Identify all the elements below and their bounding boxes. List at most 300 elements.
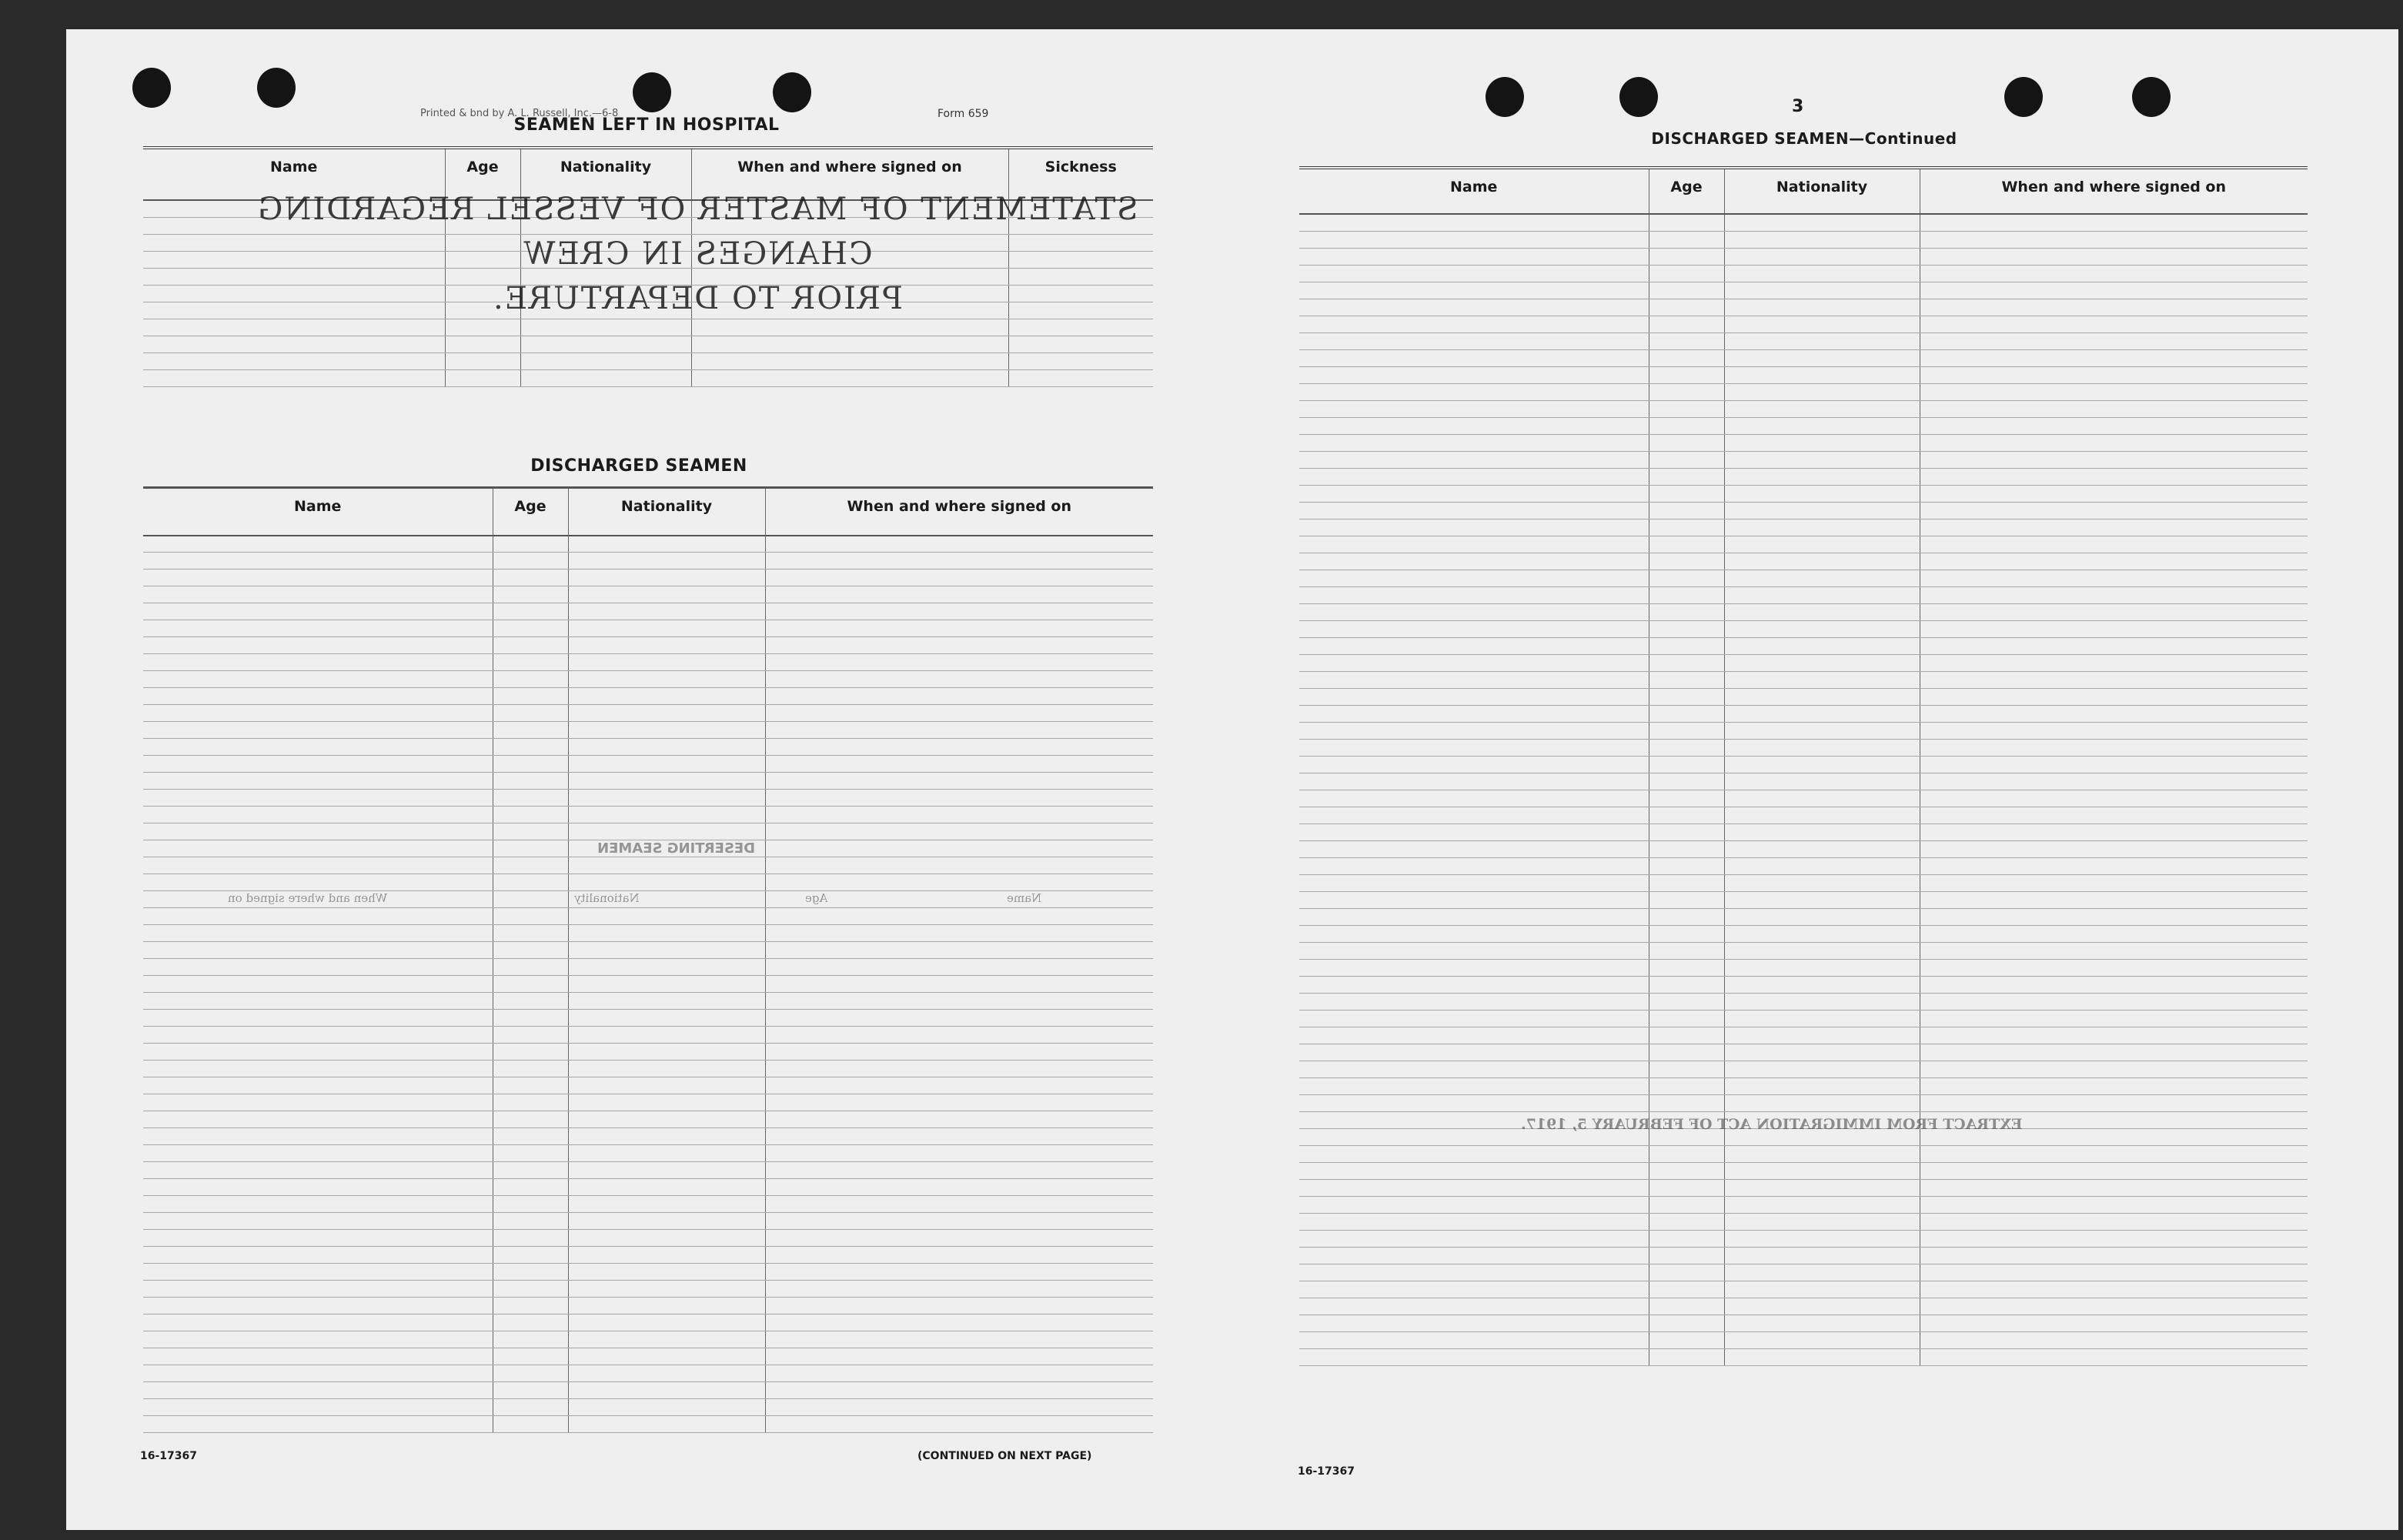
table-cell — [143, 671, 493, 688]
table-cell — [1920, 434, 2308, 451]
col-when-where-signed-on: When and where signed on — [691, 148, 1008, 200]
table-cell — [1649, 722, 1724, 739]
table-cell — [1920, 485, 2308, 502]
table-cell — [493, 1315, 568, 1331]
col-when-where-signed-on: When and where signed on — [765, 488, 1153, 536]
table-row — [143, 553, 1153, 570]
table-cell — [1920, 959, 2308, 976]
table-row — [143, 1348, 1153, 1365]
table-cell — [1299, 1179, 1649, 1196]
table-cell — [1920, 316, 2308, 332]
table-cell — [493, 1213, 568, 1230]
table-cell — [1724, 773, 1920, 790]
hospital-table — [143, 146, 1153, 387]
table-cell — [1724, 214, 1920, 231]
col-nationality: Nationality — [568, 488, 765, 536]
table-cell — [493, 1094, 568, 1111]
table-cell — [1299, 1348, 1649, 1365]
table-cell — [1299, 637, 1649, 654]
table-cell — [765, 1382, 1153, 1399]
table-cell — [1299, 468, 1649, 485]
table-cell — [1920, 637, 2308, 654]
table-row — [1299, 671, 2308, 688]
table-cell — [568, 1399, 765, 1416]
table-cell — [1299, 1247, 1649, 1264]
table-cell — [1649, 637, 1724, 654]
table-cell — [1724, 790, 1920, 807]
table-row — [1299, 383, 2308, 400]
table-cell — [1649, 451, 1724, 468]
table-cell — [568, 1077, 765, 1094]
table-cell — [493, 637, 568, 654]
table-cell — [143, 1382, 493, 1399]
table-cell — [143, 536, 493, 553]
table-cell — [1299, 519, 1649, 536]
table-cell — [1920, 942, 2308, 959]
col-name: Name — [143, 488, 493, 536]
col-when-where-signed-on: When and where signed on — [1920, 168, 2308, 214]
table-cell — [143, 773, 493, 790]
table-cell — [1649, 383, 1724, 400]
table-row — [1299, 332, 2308, 349]
table-row — [143, 1162, 1153, 1179]
table-cell — [1649, 231, 1724, 248]
table-cell — [1920, 807, 2308, 823]
table-cell — [1299, 265, 1649, 282]
table-cell — [568, 1416, 765, 1433]
table-cell — [1649, 400, 1724, 417]
table-row — [1299, 1179, 2308, 1196]
table-cell — [143, 857, 493, 874]
table-cell — [1299, 248, 1649, 265]
table-cell — [1724, 451, 1920, 468]
table-cell — [1299, 874, 1649, 891]
table-cell — [1724, 502, 1920, 519]
table-cell — [1649, 1044, 1724, 1061]
table-cell — [493, 1399, 568, 1416]
table-row — [143, 1298, 1153, 1315]
table-cell — [1299, 553, 1649, 570]
table-cell — [568, 976, 765, 993]
table-cell — [568, 790, 765, 807]
table-cell — [1649, 857, 1724, 874]
table-row — [1299, 536, 2308, 553]
table-row — [1299, 891, 2308, 908]
table-cell — [143, 1247, 493, 1264]
table-row — [1299, 942, 2308, 959]
table-cell — [765, 1247, 1153, 1264]
table-cell — [1920, 1044, 2308, 1061]
table-cell — [765, 1331, 1153, 1348]
table-cell — [1299, 332, 1649, 349]
table-cell — [1649, 874, 1724, 891]
table-cell — [1649, 1315, 1724, 1331]
form-code: 16-17367 — [1298, 1465, 1355, 1478]
table-cell — [1724, 417, 1920, 434]
table-cell — [1920, 214, 2308, 231]
table-cell — [493, 722, 568, 739]
table-cell — [1649, 1230, 1724, 1247]
table-cell — [493, 1348, 568, 1365]
table-cell — [1724, 332, 1920, 349]
table-cell — [1649, 536, 1724, 553]
table-cell — [1724, 840, 1920, 857]
table-cell — [1299, 417, 1649, 434]
table-cell — [493, 654, 568, 671]
table-row — [1299, 434, 2308, 451]
table-cell — [143, 1281, 493, 1298]
table-cell — [1649, 1162, 1724, 1179]
table-cell — [493, 891, 568, 908]
table-cell — [1649, 1094, 1724, 1111]
table-cell — [143, 1061, 493, 1077]
table-cell — [1920, 417, 2308, 434]
table-cell — [1920, 1179, 2308, 1196]
table-cell — [1649, 671, 1724, 688]
table-cell — [1299, 383, 1649, 400]
table-cell — [1649, 620, 1724, 637]
table-row — [143, 857, 1153, 874]
table-cell — [1724, 671, 1920, 688]
table-cell — [1649, 773, 1724, 790]
table-cell — [1649, 739, 1724, 756]
table-row — [143, 1044, 1153, 1061]
table-cell — [143, 705, 493, 722]
table-row — [1299, 366, 2308, 383]
table-cell — [1724, 1145, 1920, 1162]
table-cell — [493, 807, 568, 823]
table-row — [143, 1331, 1153, 1348]
table-cell — [143, 1230, 493, 1247]
table-cell — [1649, 502, 1724, 519]
table-row — [1299, 637, 2308, 654]
table-row — [1299, 1247, 2308, 1264]
table-cell — [568, 1247, 765, 1264]
table-row — [1299, 299, 2308, 316]
table-row — [143, 1416, 1153, 1433]
table-row — [143, 1315, 1153, 1331]
table-cell — [765, 1264, 1153, 1281]
table-cell — [1649, 942, 1724, 959]
table-cell — [1299, 1331, 1649, 1348]
table-cell — [1299, 400, 1649, 417]
table-row — [143, 807, 1153, 823]
table-cell — [1649, 214, 1724, 231]
table-cell — [1649, 908, 1724, 925]
table-cell — [143, 688, 493, 705]
table-cell — [568, 857, 765, 874]
table-cell — [568, 807, 765, 823]
table-cell — [1724, 1010, 1920, 1027]
table-cell — [1299, 807, 1649, 823]
table-cell — [568, 570, 765, 586]
table-cell — [493, 1010, 568, 1027]
table-cell — [493, 1281, 568, 1298]
table-cell — [1724, 316, 1920, 332]
form-code: 16-17367 — [140, 1450, 197, 1462]
table-cell — [493, 1145, 568, 1162]
hospital-section-title: SEAMEN LEFT IN HOSPITAL — [513, 115, 780, 135]
table-cell — [765, 1128, 1153, 1145]
col-nationality: Nationality — [1724, 168, 1920, 214]
table-cell — [1724, 570, 1920, 586]
table-cell — [1299, 214, 1649, 231]
table-cell — [1920, 1264, 2308, 1281]
table-cell — [493, 1128, 568, 1145]
table-cell — [1920, 1331, 2308, 1348]
table-cell — [1649, 1010, 1724, 1027]
table-cell — [1299, 299, 1649, 316]
table-cell — [1299, 790, 1649, 807]
table-cell — [1649, 1264, 1724, 1281]
table-cell — [765, 536, 1153, 553]
table-cell — [1649, 705, 1724, 722]
table-cell — [1299, 620, 1649, 637]
table-cell — [1724, 366, 1920, 383]
table-cell — [568, 1111, 765, 1128]
table-cell — [1920, 1196, 2308, 1213]
table-cell — [1299, 451, 1649, 468]
table-cell — [143, 976, 493, 993]
table-cell — [143, 874, 493, 891]
table-cell — [765, 722, 1153, 739]
table-cell — [493, 773, 568, 790]
table-cell — [765, 586, 1153, 603]
table-cell — [765, 908, 1153, 925]
table-cell — [568, 1230, 765, 1247]
table-cell — [765, 993, 1153, 1010]
table-cell — [765, 874, 1153, 891]
table-row — [1299, 1315, 2308, 1331]
table-cell — [143, 654, 493, 671]
table-cell — [765, 1027, 1153, 1044]
continued-note: (CONTINUED ON NEXT PAGE) — [917, 1450, 1092, 1462]
table-cell — [143, 603, 493, 620]
table-row — [143, 722, 1153, 739]
left-page — [66, 29, 1221, 1530]
table-cell — [765, 1365, 1153, 1382]
table-cell — [1649, 1061, 1724, 1077]
col-age: Age — [445, 148, 520, 200]
table-cell — [1920, 1213, 2308, 1230]
table-cell — [1299, 434, 1649, 451]
table-row — [1299, 1061, 2308, 1077]
table-cell — [1724, 1213, 1920, 1230]
table-cell — [1724, 299, 1920, 316]
table-cell — [1299, 1044, 1649, 1061]
table-cell — [493, 1077, 568, 1094]
table-cell — [493, 756, 568, 773]
table-cell — [765, 1010, 1153, 1027]
table-cell — [143, 790, 493, 807]
bleed-through-col: Nationality — [574, 891, 640, 905]
table-cell — [1920, 1027, 2308, 1044]
table-cell — [143, 620, 493, 637]
table-cell — [1649, 282, 1724, 299]
table-cell — [1724, 1230, 1920, 1247]
table-row — [1299, 214, 2308, 231]
table-row — [143, 1281, 1153, 1298]
table-cell — [1920, 366, 2308, 383]
table-cell — [1649, 434, 1724, 451]
table-cell — [1299, 1145, 1649, 1162]
table-row — [1299, 1281, 2308, 1298]
table-row — [1299, 1196, 2308, 1213]
table-cell — [143, 1094, 493, 1111]
table-cell — [1649, 316, 1724, 332]
table-cell — [568, 1281, 765, 1298]
table-cell — [1649, 485, 1724, 502]
table-cell — [1920, 773, 2308, 790]
table-cell — [143, 1298, 493, 1315]
table-cell — [1724, 1027, 1920, 1044]
table-cell — [1299, 671, 1649, 688]
table-row — [143, 1365, 1153, 1382]
table-cell — [1920, 756, 2308, 773]
table-cell — [493, 857, 568, 874]
table-row — [1299, 1298, 2308, 1315]
table-cell — [1299, 366, 1649, 383]
table-cell — [493, 976, 568, 993]
table-cell — [1649, 332, 1724, 349]
table-cell — [765, 654, 1153, 671]
table-cell — [1920, 1061, 2308, 1077]
table-cell — [765, 705, 1153, 722]
table-cell — [1920, 1315, 2308, 1331]
table-cell — [143, 637, 493, 654]
table-cell — [568, 1010, 765, 1027]
table-row — [1299, 519, 2308, 536]
table-cell — [1649, 299, 1724, 316]
table-cell — [143, 1128, 493, 1145]
table-cell — [1724, 1094, 1920, 1111]
table-cell — [1299, 1298, 1649, 1315]
table-row — [1299, 790, 2308, 807]
table-cell — [1299, 502, 1649, 519]
table-cell — [1299, 231, 1649, 248]
table-cell — [1724, 925, 1920, 942]
table-cell — [765, 1044, 1153, 1061]
table-row — [143, 1094, 1153, 1111]
table-cell — [1724, 908, 1920, 925]
table-cell — [493, 1179, 568, 1196]
table-cell — [765, 1145, 1153, 1162]
table-cell — [1724, 1331, 1920, 1348]
table-row — [143, 823, 1153, 840]
table-cell — [1299, 316, 1649, 332]
table-row — [143, 1264, 1153, 1281]
table-cell — [765, 1348, 1153, 1365]
table-row — [143, 705, 1153, 722]
table-cell — [765, 976, 1153, 993]
table-cell — [1724, 1179, 1920, 1196]
table-cell — [493, 959, 568, 976]
table-cell — [568, 1162, 765, 1179]
table-cell — [568, 586, 765, 603]
table-row — [143, 959, 1153, 976]
table-cell — [568, 1061, 765, 1077]
table-cell — [143, 1365, 493, 1382]
table-cell — [493, 1044, 568, 1061]
table-cell — [493, 1061, 568, 1077]
table-cell — [1724, 586, 1920, 603]
table-row — [1299, 976, 2308, 993]
table-cell — [1299, 1027, 1649, 1044]
table-cell — [1299, 857, 1649, 874]
table-row — [143, 874, 1153, 891]
table-row — [1299, 349, 2308, 366]
table-cell — [765, 553, 1153, 570]
table-row — [143, 1010, 1153, 1027]
table-cell — [1649, 570, 1724, 586]
form-number: Form 659 — [937, 108, 989, 120]
table-cell — [765, 1196, 1153, 1213]
table-cell — [765, 1111, 1153, 1128]
table-cell — [1299, 1281, 1649, 1298]
table-cell — [1724, 434, 1920, 451]
table-cell — [1920, 1348, 2308, 1365]
table-cell — [1920, 248, 2308, 265]
table-cell — [1920, 383, 2308, 400]
table-cell — [1649, 417, 1724, 434]
document-sheet — [66, 29, 2398, 1530]
table-cell — [1724, 654, 1920, 671]
table-cell — [1649, 1331, 1724, 1348]
table-row — [143, 654, 1153, 671]
bleed-through-col: When and where signed on — [228, 891, 388, 905]
table-cell — [493, 688, 568, 705]
table-row — [1299, 248, 2308, 265]
table-cell — [1920, 451, 2308, 468]
table-row — [143, 1179, 1153, 1196]
table-row — [1299, 265, 2308, 282]
table-cell — [143, 993, 493, 1010]
table-cell — [1724, 756, 1920, 773]
table-cell — [493, 874, 568, 891]
table-cell — [1920, 976, 2308, 993]
table-cell — [143, 807, 493, 823]
table-cell — [1724, 739, 1920, 756]
table-cell — [1920, 925, 2308, 942]
table-cell — [143, 1044, 493, 1061]
table-cell — [1920, 1145, 2308, 1162]
table-cell — [1649, 993, 1724, 1010]
table-row — [1299, 1162, 2308, 1179]
table-cell — [1724, 959, 1920, 976]
table-cell — [765, 1416, 1153, 1433]
table-cell — [1649, 688, 1724, 705]
table-cell — [493, 790, 568, 807]
table-row — [1299, 485, 2308, 502]
table-cell — [493, 908, 568, 925]
table-row — [1299, 231, 2308, 248]
table-row — [143, 756, 1153, 773]
table-cell — [765, 942, 1153, 959]
table-cell — [1299, 908, 1649, 925]
table-cell — [568, 705, 765, 722]
table-row — [143, 1111, 1153, 1128]
table-cell — [493, 1027, 568, 1044]
table-row — [1299, 857, 2308, 874]
table-cell — [493, 823, 568, 840]
table-cell — [765, 756, 1153, 773]
table-cell — [1724, 857, 1920, 874]
table-cell — [1920, 908, 2308, 925]
table-cell — [765, 1077, 1153, 1094]
table-cell — [1649, 553, 1724, 570]
table-cell — [1299, 891, 1649, 908]
table-cell — [1724, 248, 1920, 265]
